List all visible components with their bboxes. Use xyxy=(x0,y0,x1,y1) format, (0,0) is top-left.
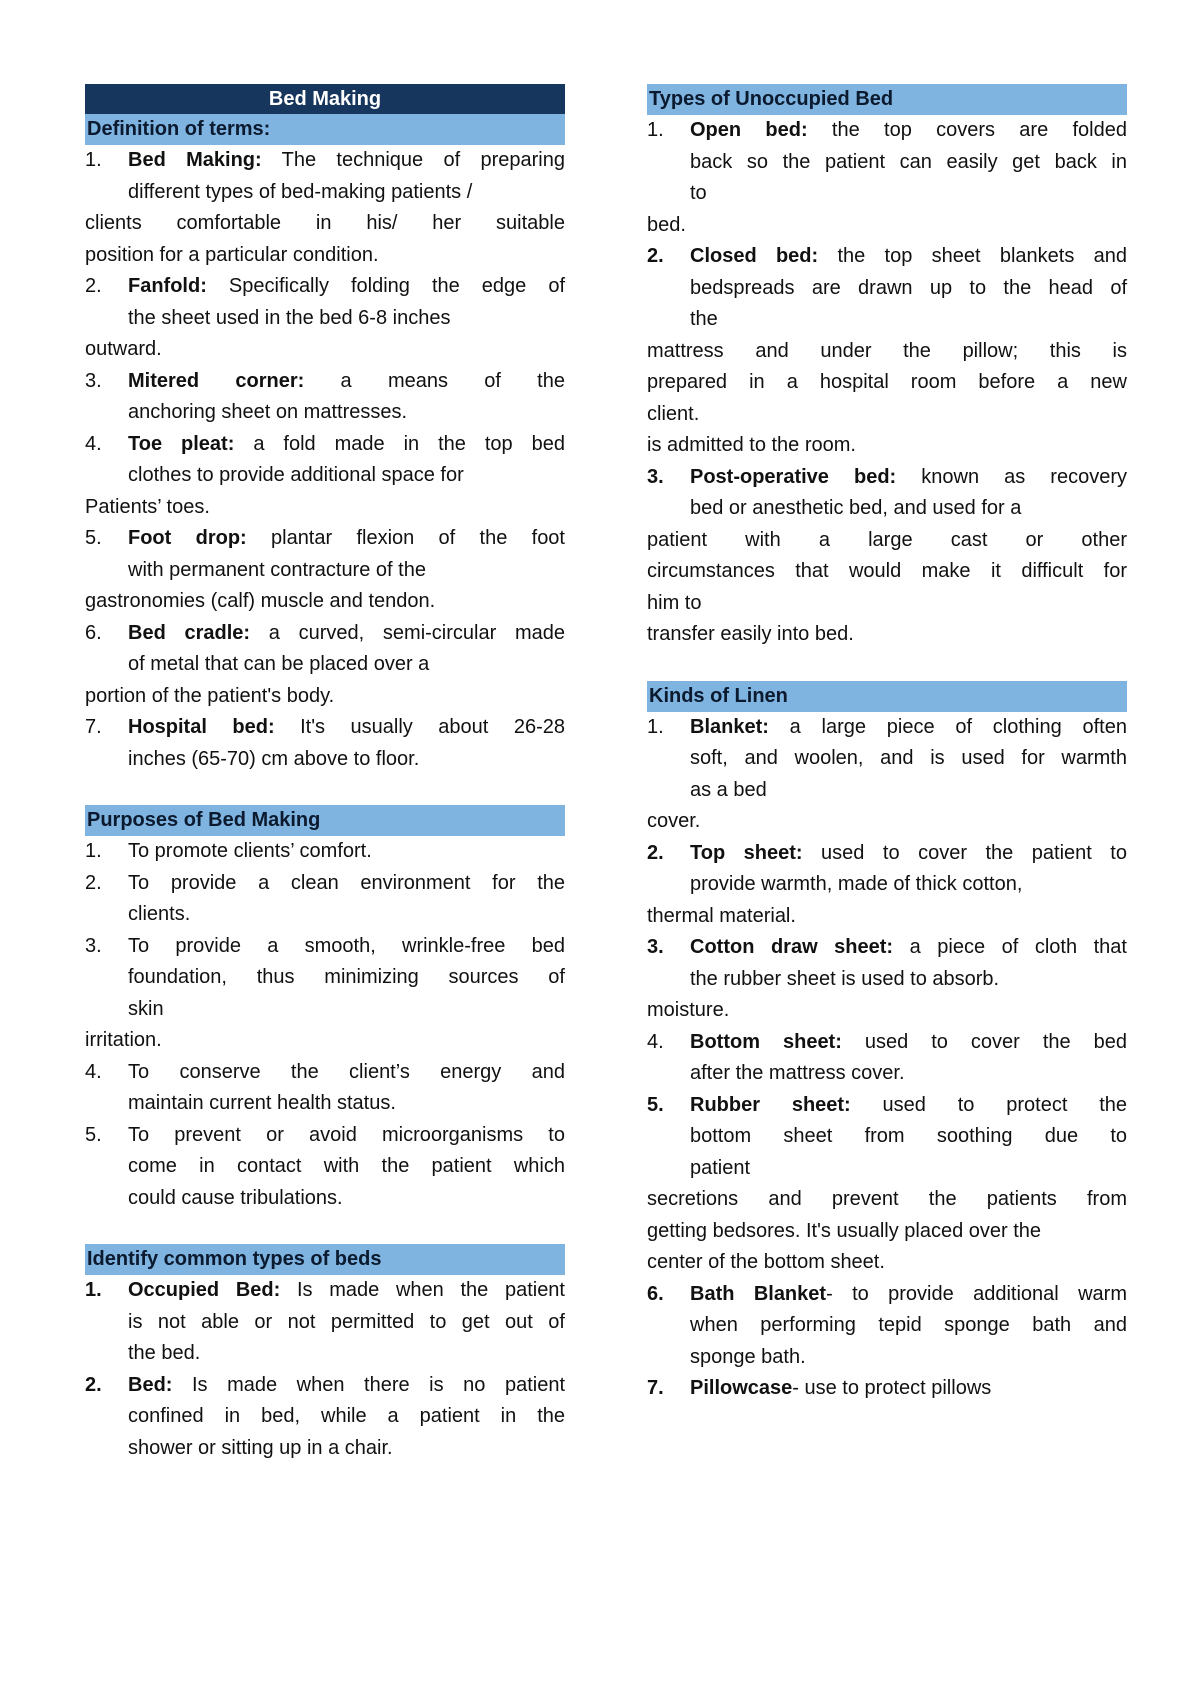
list-item: 2. Fanfold: Specifically folding the edge of the sheet used in the bed 6-8 inches outward. xyxy=(85,275,565,360)
list-item: 1. Open bed: the top covers are folded back so the patient can easily get back in to bed. xyxy=(647,119,1127,236)
list-item: 7. Pillowcase- use to protect pillows xyxy=(647,1377,992,1399)
list-item: 6. Bath Blanket- to provide additional warm when performing tepid sponge bath and sponge bath. xyxy=(647,1282,1127,1368)
right-column xyxy=(647,84,1127,1405)
left-column xyxy=(85,84,565,1464)
list-item: 4. To conserve the client’s energy and maintain current health status. xyxy=(85,1060,565,1114)
list-item: 1. To promote clients’ comfort. xyxy=(85,840,372,862)
list-item: 3. Post-operative bed: known as recovery bed or anesthetic bed, and used for a patient with a large cast or other circumstances that would make it difficult for him to transfer easily into bed. xyxy=(647,465,1127,645)
list-item: 5. Foot drop: plantar flexion of the foot with permanent contracture of the gastronomies (calf) muscle and tendon. xyxy=(85,527,565,612)
list-item: 2. Closed bed: the top sheet blankets and bedspreads are drawn up to the head of the mattress and under the pillow; this is prepared in a hospital room before a new client. is admitted to the room. xyxy=(647,245,1127,456)
list-item: 3. To provide a smooth, wrinkle-free bed foundation, thus minimizing sources of skin irritation. xyxy=(85,934,565,1051)
list-item: 1. Blanket: a large piece of clothing often soft, and woolen, and is used for warmth as a bed cover. xyxy=(647,715,1127,832)
list-item: 6. Bed cradle: a curved, semi-circular made of metal that can be placed over a portion of the patient's body. xyxy=(85,621,565,707)
list-item: 2. Bed: Is made when there is no patient confined in bed, while a patient in the shower or sitting up in a chair. xyxy=(85,1373,565,1459)
list-item: 3. Mitered corner: a means of the anchoring sheet on mattresses. xyxy=(85,369,565,423)
list-item: 1. Bed Making: The technique of preparing different types of bed-making patients / clients comfortable in his/ her suitable position for a particular condition. xyxy=(85,149,565,266)
linen-list xyxy=(647,712,1127,1405)
list-item: 5. Rubber sheet: used to protect the bottom sheet from soothing due to patient secretions and prevent the patients from getting bedsores. It's usually placed over the center of the bottom sheet. xyxy=(647,1093,1127,1273)
definition-heading: Definition of terms: xyxy=(85,114,565,145)
linen-heading: Kinds of Linen xyxy=(647,681,1127,712)
definition-list xyxy=(85,145,565,775)
list-item: 5. To prevent or avoid microorganisms to come in contact with the patient which could cause tribulations. xyxy=(85,1123,565,1209)
bed-types-heading: Identify common types of beds xyxy=(85,1244,565,1275)
purposes-list xyxy=(85,836,565,1214)
unoccupied-heading: Types of Unoccupied Bed xyxy=(647,84,1127,115)
list-item: 2. To provide a clean environment for the clients. xyxy=(85,871,565,925)
unoccupied-list xyxy=(647,115,1127,651)
bed-types-list xyxy=(85,1275,565,1464)
purposes-heading: Purposes of Bed Making xyxy=(85,805,565,836)
list-item: 3. Cotton draw sheet: a piece of cloth that the rubber sheet is used to absorb. moisture. xyxy=(647,936,1127,1021)
list-item: 2. Top sheet: used to cover the patient to provide warmth, made of thick cotton, thermal material. xyxy=(647,841,1127,927)
list-item: 1. Occupied Bed: Is made when the patient is not able or not permitted to get out of the bed. xyxy=(85,1279,565,1364)
document-title: Bed Making xyxy=(85,84,565,114)
list-item: 4. Toe pleat: a fold made in the top bed clothes to provide additional space for Patients’ toes. xyxy=(85,432,565,518)
list-item: 4. Bottom sheet: used to cover the bed after the mattress cover. xyxy=(647,1030,1127,1084)
list-item: 7. Hospital bed: It's usually about 26-28 inches (65-70) cm above to floor. xyxy=(85,716,566,770)
